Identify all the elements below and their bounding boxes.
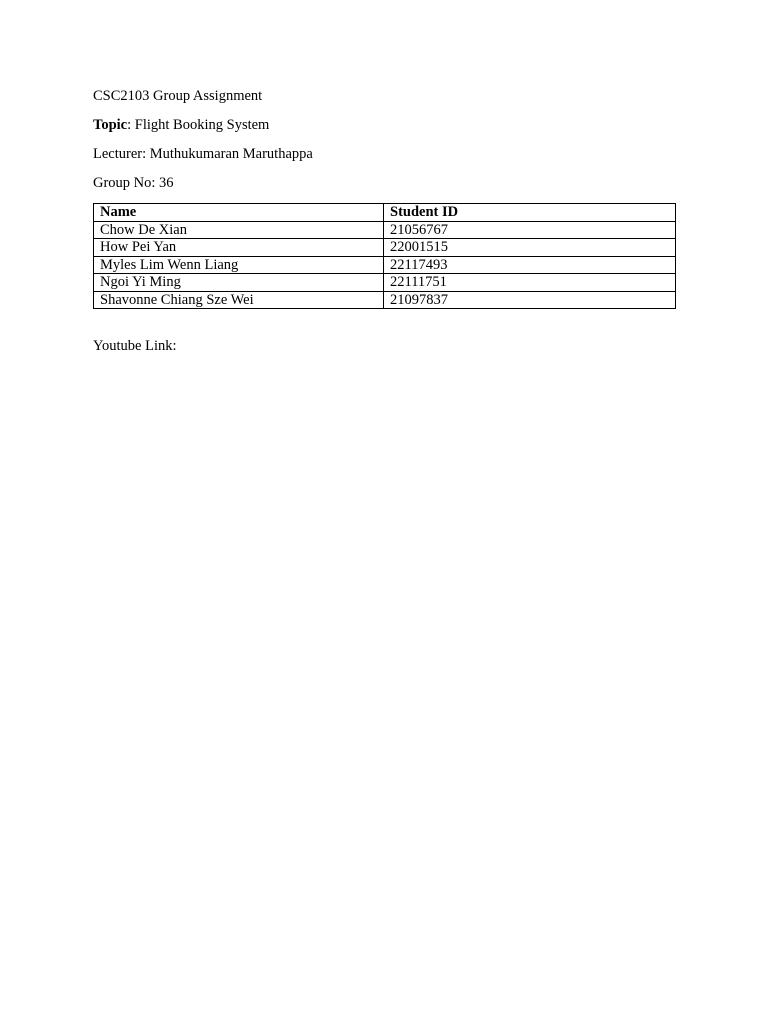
header-student-id: Student ID [384, 204, 676, 222]
member-student-id: 22111751 [384, 274, 676, 292]
member-name: How Pei Yan [94, 239, 384, 257]
lecturer-line: Lecturer: Muthukumaran Maruthappa [93, 146, 313, 162]
member-name: Ngoi Yi Ming [94, 274, 384, 292]
group-number-line: Group No: 36 [93, 175, 174, 191]
table-header-row [94, 204, 676, 222]
member-student-id: 21097837 [384, 291, 676, 309]
header-name: Name [94, 204, 384, 222]
member-student-id: 22001515 [384, 239, 676, 257]
topic-separator: : [127, 117, 135, 133]
youtube-link-line: Youtube Link: [93, 338, 177, 354]
table-row [94, 256, 676, 274]
member-student-id: 21056767 [384, 221, 676, 239]
table-row [94, 239, 676, 257]
topic-line [93, 116, 269, 134]
member-name: Myles Lim Wenn Liang [94, 256, 384, 274]
topic-value: Flight Booking System [134, 117, 270, 133]
table-row [94, 274, 676, 292]
members-table [93, 203, 676, 309]
topic-label: Topic [93, 117, 128, 133]
course-title: CSC2103 Group Assignment [93, 88, 263, 104]
member-name: Chow De Xian [94, 221, 384, 239]
table-row [94, 221, 676, 239]
member-name: Shavonne Chiang Sze Wei [94, 291, 384, 309]
table-row [94, 291, 676, 309]
member-student-id: 22117493 [384, 256, 676, 274]
